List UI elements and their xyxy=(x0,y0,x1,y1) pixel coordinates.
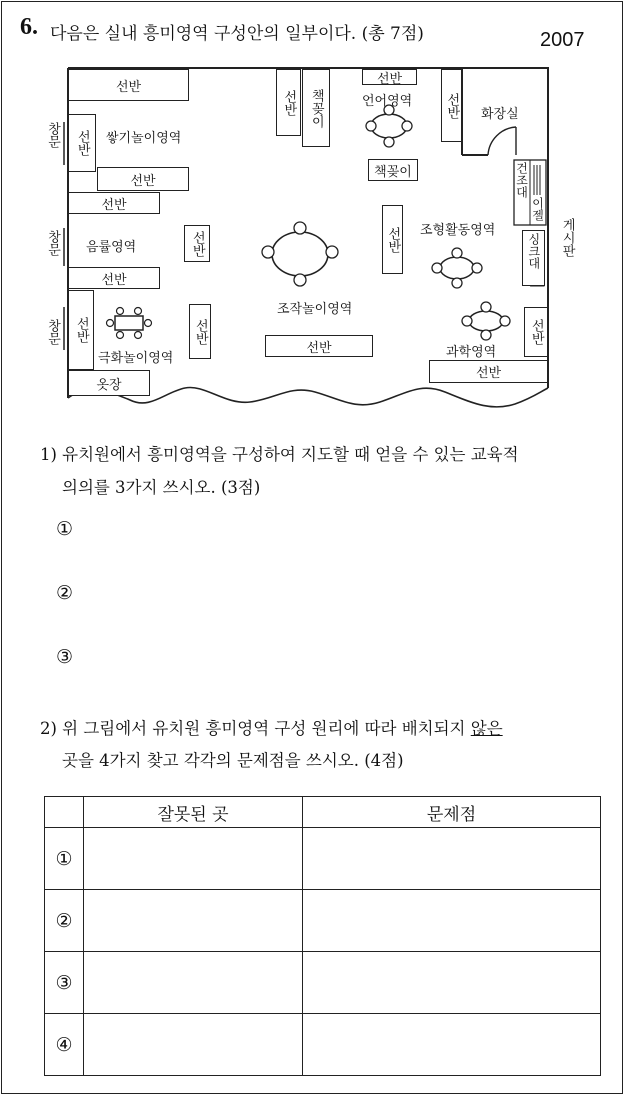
shelf-restroom: 선반 xyxy=(441,69,462,142)
area-drama: 극화놀이영역 xyxy=(98,351,174,366)
table-row xyxy=(45,828,601,890)
art-table xyxy=(432,248,482,288)
sub2-prompt-line1 xyxy=(40,714,503,744)
sub1-prompt-line1: 1) 유치원에서 흥미영역을 구성하여 지도할 때 얻을 수 있는 교육적 xyxy=(40,445,519,464)
shelf-blocks-left: 선반 xyxy=(68,114,96,172)
sub2-prompt-line2: 곳을 4가지 찾고 각각의 문제점을 쓰시오. (4점) xyxy=(62,751,404,770)
language-table xyxy=(366,105,412,147)
area-blocks: 쌓기놀이영역 xyxy=(106,131,182,146)
header-place: 잘못된 곳 xyxy=(84,797,303,828)
answer-cell-place[interactable] xyxy=(84,952,303,1014)
row-number: ① xyxy=(45,828,84,890)
drama-table xyxy=(107,308,152,339)
shelf-blocks-bottom: 선반 xyxy=(97,167,189,191)
shelf-science-right: 선반 xyxy=(524,307,548,357)
row-number: ② xyxy=(45,890,84,952)
shelf-science-bottom: 선반 xyxy=(429,360,548,383)
area-art: 조형활동영역 xyxy=(420,223,496,238)
restroom-door-arc xyxy=(488,127,516,155)
table-row xyxy=(45,952,601,1014)
science-table xyxy=(462,302,510,340)
window-label-2: 창문 xyxy=(45,230,60,256)
sub2-prompt-text: 2) 위 그림에서 유치원 흥미영역 구성 원리에 따라 배치되지 xyxy=(40,719,471,738)
floor-plan xyxy=(0,0,626,430)
shelf-music-bottom: 선반 xyxy=(68,267,160,289)
manipulative-table xyxy=(262,222,338,286)
answer-cell-place[interactable] xyxy=(84,1014,303,1076)
answer-cell-place[interactable] xyxy=(84,828,303,890)
answer-table xyxy=(44,796,601,1076)
area-language: 언어영역 xyxy=(362,94,413,109)
row-number: ④ xyxy=(45,1014,84,1076)
answer-table-header xyxy=(45,797,601,828)
area-science: 과학영역 xyxy=(446,345,497,360)
bulletin-board-label: 게시판 xyxy=(559,218,575,257)
drying-rack-label: 건조대 xyxy=(514,162,529,198)
shelf-center-top: 선반 xyxy=(276,69,301,136)
table-row xyxy=(45,1014,601,1076)
area-music: 음률영역 xyxy=(86,240,137,255)
sub1-marker-3: ③ xyxy=(56,646,74,668)
table-row xyxy=(45,890,601,952)
shelf-top-left: 선반 xyxy=(68,69,189,101)
answer-cell-place[interactable] xyxy=(84,890,303,952)
shelf-music-right: 선반 xyxy=(184,225,210,262)
window-label-3: 창문 xyxy=(45,319,60,345)
shelf-art: 선반 xyxy=(382,205,403,274)
question-number: 6. xyxy=(20,14,38,40)
sink: 싱크대 xyxy=(522,230,545,286)
answer-cell-problem[interactable] xyxy=(303,890,601,952)
area-restroom: 화장실 xyxy=(481,107,519,122)
bookshelf-vertical: 책꽂이 xyxy=(302,69,330,147)
header-number xyxy=(45,797,84,828)
shelf-drama-right: 선반 xyxy=(189,304,211,359)
answer-cell-problem[interactable] xyxy=(303,952,601,1014)
question-title: 다음은 실내 흥미영역 구성안의 일부이다. (총 7점) xyxy=(50,24,424,44)
shelf-music-top: 선반 xyxy=(68,192,160,214)
sub1-prompt-line2: 의의를 3가지 쓰시오. (3점) xyxy=(62,478,261,497)
answer-cell-problem[interactable] xyxy=(303,828,601,890)
header-problem: 문제점 xyxy=(303,797,601,828)
window-label-1: 창문 xyxy=(45,122,60,148)
sub1-marker-1: ① xyxy=(56,518,74,540)
sub2-underlined-word: 않은 xyxy=(470,719,503,738)
bookshelf-horizontal: 책꽂이 xyxy=(368,159,418,181)
easel-label: 이젤 xyxy=(530,197,545,221)
shelf-drama-left: 선반 xyxy=(68,290,94,370)
answer-cell-problem[interactable] xyxy=(303,1014,601,1076)
exam-year: 2007 xyxy=(540,29,585,51)
shelf-manipulative: 선반 xyxy=(265,335,373,357)
area-manipulative: 조작놀이영역 xyxy=(277,302,353,317)
row-number: ③ xyxy=(45,952,84,1014)
shelf-language-top: 선반 xyxy=(362,69,417,85)
wardrobe: 옷장 xyxy=(68,370,150,396)
sub1-marker-2: ② xyxy=(56,582,74,604)
